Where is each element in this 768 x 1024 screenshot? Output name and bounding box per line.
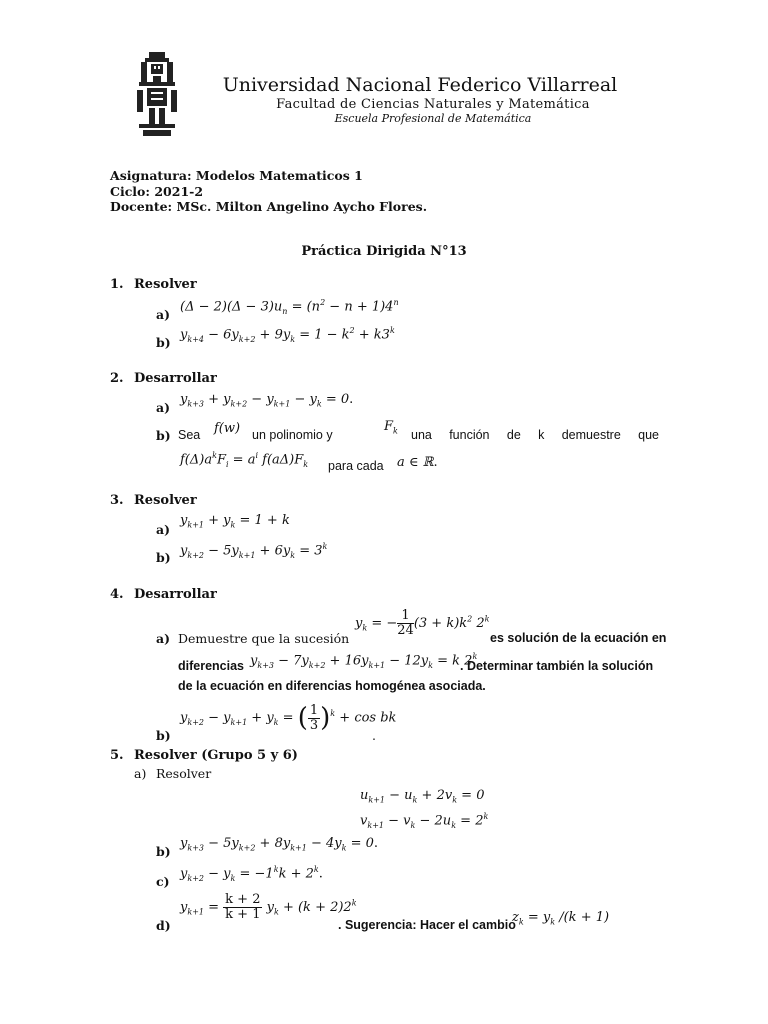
university-name: Universidad Nacional Federico Villarreal [222, 74, 618, 96]
equation: $y_{k+3} - 7y_{k+2} + 16y_{k+1} - 12y_k = k$ 2$^k$ [250, 652, 478, 670]
item-label: b) [156, 335, 171, 350]
text: un polinomio y [252, 428, 333, 442]
text: Sea [178, 428, 201, 442]
cycle: Ciclo: 2021-2 [110, 184, 204, 199]
text: . [372, 728, 376, 743]
text: Demuestre que la sucesión [178, 631, 350, 646]
item-label: b) [156, 428, 171, 443]
equation: $f(\Delta)a^kF_i = a^i$ $f(a\Delta)F_k$ [180, 451, 309, 469]
equation: $y_{k+3} + y_{k+2} - y_{k+1} - y_k = 0$. [180, 392, 354, 409]
equation: $y_k$ = − $\frac{1}{24}$ $(3 + k)k^2$ 2$^k$ [355, 608, 490, 638]
equation: $y_{k+4} - 6y_{k+2} + 9y_k = 1 - k^2 + k3^k$ [180, 326, 395, 344]
equation: $F_k$ [384, 419, 398, 436]
equation: a ∈ ℝ. [397, 455, 438, 470]
text: una función de k demuestre que [411, 428, 659, 442]
item-label: a) [156, 307, 171, 322]
item-label: b) [156, 844, 171, 859]
faculty-name: Facultad de Ciencias Naturales y Matemática [276, 97, 590, 112]
text: . Determinar también la solución [460, 659, 654, 673]
item-label: a) [134, 766, 147, 781]
equation: f(w) [214, 421, 241, 436]
item-label: d) [156, 918, 171, 933]
equation: $(\Delta - 2)(\Delta - 3)u_n = (n^2 - n + 1)4^n$ [180, 298, 399, 316]
item-label: b) [156, 728, 171, 743]
section-number: 2. [110, 371, 124, 386]
teacher: Docente: MSc. Milton Angelino Aycho Flores. [110, 199, 428, 214]
section-number: 5. [110, 748, 124, 763]
section-number: 4. [110, 587, 124, 602]
equation: $z_k = y_k$ /(k + 1) [512, 910, 610, 927]
text: para cada [328, 459, 384, 473]
item-label: a) [156, 631, 171, 646]
section-heading: Desarrollar [134, 371, 217, 386]
item-label: c) [156, 874, 170, 889]
equation: $y_{k+1} + y_k = 1 + k$ [180, 513, 290, 530]
section-heading: Resolver (Grupo 5 y 6) [134, 748, 298, 763]
section-heading: Resolver [134, 277, 197, 292]
item-label: b) [156, 550, 171, 565]
section-heading: Resolver [134, 493, 197, 508]
equation: $y_{k+2} - y_{k+1} + y_k$ = ( $\frac{1}{3}$ )$^k$ + cos bk [180, 702, 397, 733]
text: de la ecuación en diferencias homogénea asociada. [178, 679, 486, 693]
school-name: Escuela Profesional de Matemática [334, 112, 532, 125]
subject: Asignatura: Modelos Matematicos 1 [110, 168, 363, 183]
item-label: a) [156, 522, 171, 537]
section-heading: Desarrollar [134, 587, 217, 602]
text: Resolver [156, 766, 212, 781]
equation: $u_{k+1} - u_k + 2v_k = 0$ [360, 788, 485, 805]
text: es solución de la ecuación en [490, 631, 667, 645]
section-number: 3. [110, 493, 124, 508]
text: diferencias [178, 659, 245, 673]
equation: $y_{k+1}$ = $\frac{k + 2}{k + 1}$ $y_k + (k + 2)2^k$ [180, 892, 357, 922]
equation: $y_{k+3} - 5y_{k+2} + 8y_{k+1} - 4y_k = 0$. [180, 836, 379, 853]
page-title: Práctica Dirigida N°13 [301, 244, 467, 259]
equation: $v_{k+1} - v_k - 2u_k = 2^k$ [360, 812, 489, 830]
text: . Sugerencia: Hacer el cambio [338, 918, 516, 932]
item-label: a) [156, 400, 171, 415]
equation: $y_{k+2} - y_k = -1^kk + 2^k$. [180, 865, 323, 883]
equation: $y_{k+2} - 5y_{k+1} + 6y_k = 3^k$ [180, 542, 328, 560]
section-number: 1. [110, 277, 124, 292]
